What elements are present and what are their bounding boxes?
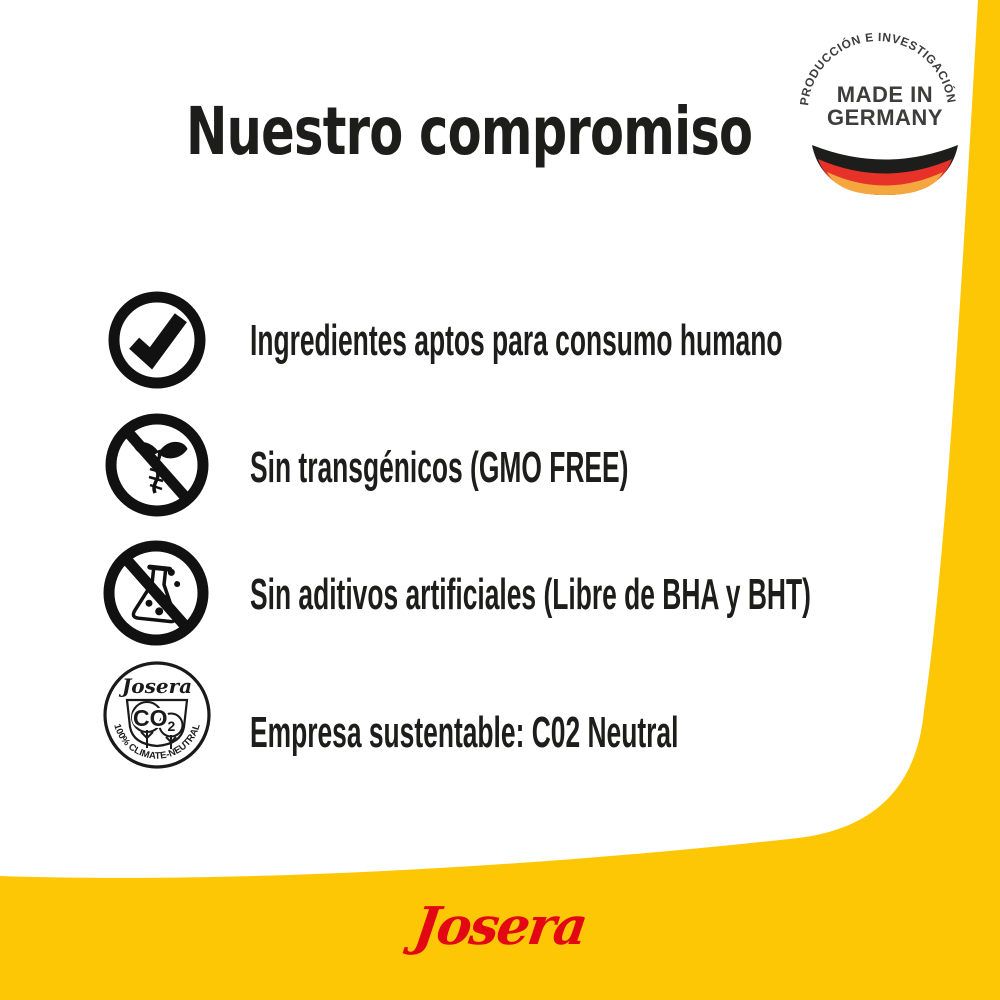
commitment-text-no-additives: Sin aditivos artificiales (Libre de BHA y BHT) — [250, 570, 811, 619]
germany-flag-icon — [812, 145, 958, 195]
check-circle-icon — [107, 290, 207, 390]
josera-logo: Josera — [410, 896, 590, 957]
made-in-germany-badge — [788, 18, 978, 208]
commitment-text-gmo-free: Sin transgénicos (GMO FREE) — [250, 443, 629, 492]
badge-germany-text: GERMANY — [827, 105, 943, 130]
co2-badge-arc-text: 100% CLIMATE-NEUTRAL — [111, 722, 203, 762]
co2-badge-brand-text: Josera — [121, 674, 193, 698]
no-additives-icon — [103, 540, 209, 646]
badge-arc-text: PRODUCCIÓN E INVESTIGACIÓN — [797, 29, 959, 107]
badge-made-in-text: MADE IN — [836, 82, 934, 107]
commitment-text-co2-neutral: Empresa sustentable: C02 Neutral — [250, 708, 679, 757]
page-title: Nuestro compromiso — [186, 93, 753, 170]
commitment-text-human-grade: Ingredientes aptos para consumo humano — [250, 316, 783, 365]
no-gmo-icon — [105, 413, 209, 517]
co2-neutral-badge-icon — [102, 660, 212, 770]
co2-badge-gas-text: $CO_2$ — [133, 705, 176, 734]
